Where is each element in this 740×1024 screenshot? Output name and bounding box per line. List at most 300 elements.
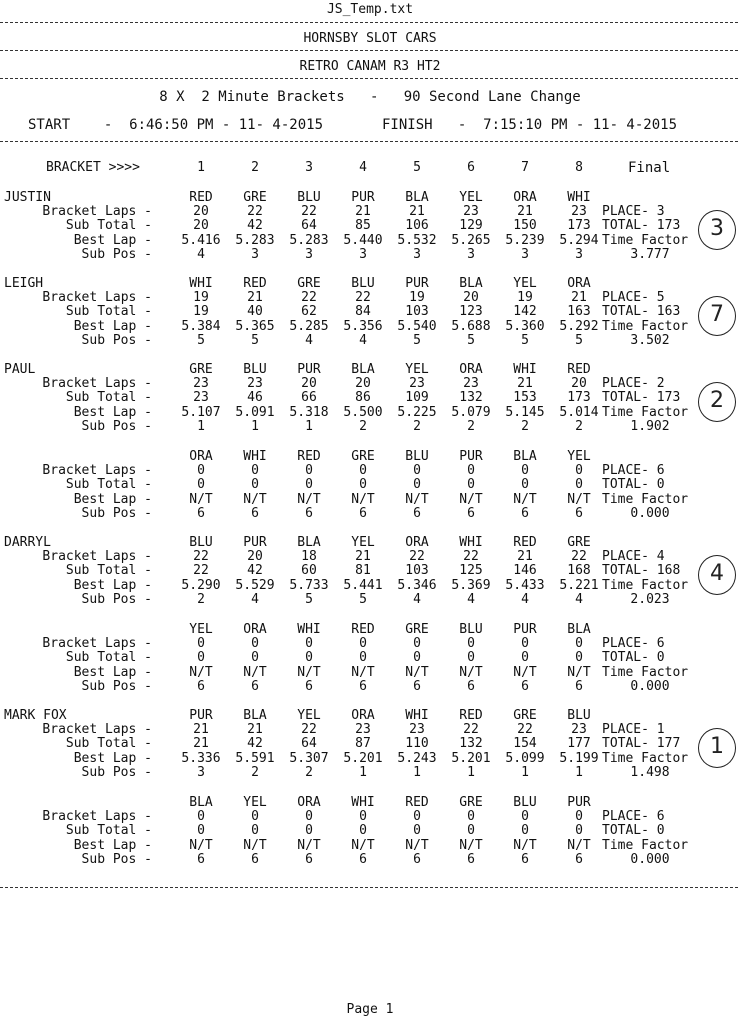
pos-value: 6: [251, 506, 259, 522]
best-value: N/T: [405, 491, 429, 507]
row-label: Best Lap -: [73, 491, 152, 507]
handwritten-place: 2: [698, 382, 736, 422]
bracket-header-label: BRACKET >>>>: [46, 160, 140, 175]
pos-value: 2: [251, 765, 259, 781]
best-value: 5.099: [505, 750, 545, 766]
best-value: 5.360: [505, 318, 545, 334]
laps-value: 21: [517, 204, 533, 219]
time-factor-label: Time Factor: [602, 577, 689, 593]
row-label: Bracket Laps -: [42, 636, 152, 651]
laps-value: 23: [355, 722, 371, 737]
racer-name: LEIGH: [4, 276, 44, 291]
bracket-number: 4: [359, 160, 367, 175]
lane-color: BLU: [459, 622, 483, 637]
laps-value: 0: [305, 809, 313, 824]
best-value: 5.265: [451, 232, 491, 248]
subtotal-value: 21: [193, 736, 209, 752]
pos-value: 6: [521, 679, 529, 695]
pos-value: 3: [251, 247, 259, 263]
subtotal-value: 0: [413, 477, 421, 493]
lane-color: PUR: [297, 362, 321, 377]
subtotal-value: 42: [247, 736, 263, 752]
best-value: N/T: [243, 664, 267, 680]
pos-value: 2: [359, 419, 367, 435]
row-label: Bracket Laps -: [42, 809, 152, 824]
laps-value: 0: [467, 636, 475, 651]
row-label: Best Lap -: [73, 837, 152, 853]
subtotal-value: 42: [247, 218, 263, 234]
divider: [0, 78, 738, 79]
best-value: 5.365: [235, 318, 275, 334]
best-value: N/T: [243, 491, 267, 507]
pos-value: 6: [467, 679, 475, 695]
laps-value: 0: [305, 636, 313, 651]
subtotal-value: 85: [355, 218, 371, 234]
row-label: Sub Total -: [65, 477, 152, 493]
pos-value: 4: [521, 592, 529, 608]
race-format: 8 X 2 Minute Brackets - 90 Second Lane Change: [159, 89, 581, 105]
best-value: 5.416: [181, 232, 221, 248]
pos-value: 3: [359, 247, 367, 263]
subtotal-value: 46: [247, 390, 263, 406]
lane-color: BLA: [297, 535, 321, 550]
pos-value: 4: [305, 333, 313, 349]
row-label: Sub Pos -: [81, 247, 152, 263]
laps-value: 22: [571, 549, 587, 564]
lane-color: BLU: [297, 190, 321, 205]
pos-value: 1: [251, 419, 259, 435]
pos-value: 1: [197, 419, 205, 435]
lane-color: RED: [351, 622, 375, 637]
best-value: 5.201: [451, 750, 491, 766]
best-value: N/T: [405, 664, 429, 680]
lane-color: GRE: [405, 622, 429, 637]
pos-value: 5: [467, 333, 475, 349]
subtotal-value: 0: [467, 823, 475, 839]
laps-value: 23: [247, 376, 263, 391]
laps-value: 19: [193, 290, 209, 305]
laps-value: 23: [571, 722, 587, 737]
lane-color: ORA: [459, 362, 483, 377]
lane-color: BLU: [189, 535, 213, 550]
handwritten-place: 7: [698, 296, 736, 336]
pos-value: 4: [467, 592, 475, 608]
subtotal-value: 19: [193, 304, 209, 320]
lane-color: WHI: [297, 622, 321, 637]
best-value: 5.336: [181, 750, 221, 766]
laps-value: 21: [571, 290, 587, 305]
divider: [0, 22, 738, 23]
lane-color: YEL: [405, 362, 429, 377]
lane-color: YEL: [351, 535, 375, 550]
lane-color: BLA: [189, 795, 213, 810]
time-factor-value: 0.000: [630, 852, 670, 868]
row-label: Sub Total -: [65, 304, 152, 320]
finish-time: FINISH - 7:15:10 PM - 11- 4-2015: [382, 117, 678, 133]
laps-value: 22: [193, 549, 209, 564]
lane-color: RED: [459, 708, 483, 723]
pos-value: 5: [575, 333, 583, 349]
best-value: 5.733: [289, 577, 329, 593]
row-label: Sub Total -: [65, 823, 152, 839]
subtotal-value: 64: [301, 218, 317, 234]
subtotal-value: 173: [567, 390, 591, 406]
lane-color: BLU: [243, 362, 267, 377]
laps-value: 0: [521, 463, 529, 478]
row-label: Sub Pos -: [81, 852, 152, 868]
laps-value: 20: [463, 290, 479, 305]
pos-value: 4: [359, 333, 367, 349]
best-value: N/T: [459, 837, 483, 853]
best-value: N/T: [243, 837, 267, 853]
lane-color: YEL: [567, 449, 591, 464]
lane-color: WHI: [459, 535, 483, 550]
pos-value: 1: [521, 765, 529, 781]
subtotal-value: 154: [513, 736, 537, 752]
best-value: 5.225: [397, 404, 437, 420]
best-value: 5.145: [505, 404, 545, 420]
subtotal-value: 103: [405, 304, 429, 320]
lane-color: ORA: [243, 622, 267, 637]
pos-value: 6: [305, 852, 313, 868]
laps-value: 0: [359, 636, 367, 651]
pos-value: 6: [575, 679, 583, 695]
subtotal-value: 142: [513, 304, 537, 320]
laps-value: 21: [247, 290, 263, 305]
subtotal-value: 0: [197, 477, 205, 493]
laps-value: 0: [305, 463, 313, 478]
laps-value: 0: [197, 636, 205, 651]
lane-color: BLA: [243, 708, 267, 723]
time-factor-label: Time Factor: [602, 404, 689, 420]
laps-value: 19: [409, 290, 425, 305]
best-value: N/T: [459, 491, 483, 507]
best-value: 5.079: [451, 404, 491, 420]
pos-value: 3: [467, 247, 475, 263]
best-value: 5.107: [181, 404, 221, 420]
lane-color: BLA: [567, 622, 591, 637]
pos-value: 3: [197, 765, 205, 781]
best-value: 5.221: [559, 577, 599, 593]
best-value: 5.239: [505, 232, 545, 248]
best-value: 5.441: [343, 577, 383, 593]
row-label: Sub Total -: [65, 563, 152, 579]
bracket-number: 1: [197, 160, 205, 175]
row-label: Best Lap -: [73, 232, 152, 248]
racer-name: PAUL: [4, 362, 36, 377]
bracket-number: 7: [521, 160, 529, 175]
subtotal-value: 87: [355, 736, 371, 752]
subtotal-value: 0: [251, 650, 259, 666]
divider: [0, 887, 738, 888]
bracket-number: 5: [413, 160, 421, 175]
laps-value: 21: [409, 204, 425, 219]
racer-name: DARRYL: [4, 535, 51, 550]
lane-color: WHI: [513, 362, 537, 377]
lane-color: WHI: [243, 449, 267, 464]
lane-color: YEL: [297, 708, 321, 723]
pos-value: 3: [521, 247, 529, 263]
time-factor-label: Time Factor: [602, 837, 689, 853]
pos-value: 6: [521, 506, 529, 522]
pos-value: 6: [359, 506, 367, 522]
subtotal-value: 0: [413, 823, 421, 839]
subtotal-value: 129: [459, 218, 483, 234]
best-value: N/T: [513, 837, 537, 853]
pos-value: 5: [521, 333, 529, 349]
laps-value: 23: [571, 204, 587, 219]
row-label: Sub Pos -: [81, 765, 152, 781]
laps-value: 0: [467, 809, 475, 824]
best-value: N/T: [351, 664, 375, 680]
handwritten-place: 4: [698, 555, 736, 595]
time-factor-value: 1.902: [630, 419, 670, 435]
place: PLACE- 3: [602, 204, 665, 219]
laps-value: 0: [251, 809, 259, 824]
best-value: N/T: [567, 491, 591, 507]
best-value: N/T: [351, 491, 375, 507]
lane-color: WHI: [567, 190, 591, 205]
laps-value: 19: [517, 290, 533, 305]
laps-value: 18: [301, 549, 317, 564]
laps-value: 22: [409, 549, 425, 564]
best-value: 5.500: [343, 404, 383, 420]
row-label: Best Lap -: [73, 577, 152, 593]
club-name: HORNSBY SLOT CARS: [303, 31, 437, 46]
pos-value: 6: [413, 852, 421, 868]
time-factor-value: 3.777: [630, 247, 670, 263]
subtotal-value: 110: [405, 736, 429, 752]
subtotal-value: 0: [467, 477, 475, 493]
laps-value: 20: [301, 376, 317, 391]
laps-value: 0: [467, 463, 475, 478]
best-value: 5.307: [289, 750, 329, 766]
lane-color: BLA: [459, 276, 483, 291]
subtotal-value: 125: [459, 563, 483, 579]
lane-color: RED: [297, 449, 321, 464]
subtotal-value: 0: [251, 477, 259, 493]
lane-color: GRE: [243, 190, 267, 205]
subtotal-value: 123: [459, 304, 483, 320]
pos-value: 6: [197, 506, 205, 522]
start-time: START - 6:46:50 PM - 11- 4-2015: [28, 117, 324, 133]
best-value: N/T: [459, 664, 483, 680]
racer-name: JUSTIN: [4, 190, 51, 205]
time-factor-value: 0.000: [630, 506, 670, 522]
subtotal-value: 177: [567, 736, 591, 752]
subtotal-value: 0: [521, 477, 529, 493]
place: PLACE- 5: [602, 290, 665, 305]
bracket-number: 6: [467, 160, 475, 175]
row-label: Bracket Laps -: [42, 463, 152, 478]
pos-value: 1: [467, 765, 475, 781]
lane-color: BLA: [351, 362, 375, 377]
row-label: Sub Pos -: [81, 333, 152, 349]
laps-value: 0: [197, 463, 205, 478]
best-value: 5.440: [343, 232, 383, 248]
best-value: N/T: [297, 837, 321, 853]
subtotal-value: 22: [193, 563, 209, 579]
best-value: N/T: [405, 837, 429, 853]
time-factor-label: Time Factor: [602, 750, 689, 766]
time-factor-value: 2.023: [630, 592, 670, 608]
subtotal-value: 173: [567, 218, 591, 234]
lane-color: YEL: [459, 190, 483, 205]
lane-color: PUR: [351, 190, 375, 205]
pos-value: 5: [359, 592, 367, 608]
pos-value: 3: [413, 247, 421, 263]
best-value: N/T: [189, 664, 213, 680]
pos-value: 1: [305, 419, 313, 435]
lane-color: GRE: [513, 708, 537, 723]
laps-value: 22: [247, 204, 263, 219]
laps-value: 0: [251, 636, 259, 651]
laps-value: 23: [463, 204, 479, 219]
pos-value: 6: [197, 852, 205, 868]
pos-value: 5: [197, 333, 205, 349]
total: TOTAL- 0: [602, 477, 665, 493]
subtotal-value: 0: [467, 650, 475, 666]
pos-value: 6: [305, 679, 313, 695]
subtotal-value: 150: [513, 218, 537, 234]
best-value: 5.591: [235, 750, 275, 766]
subtotal-value: 64: [301, 736, 317, 752]
subtotal-value: 163: [567, 304, 591, 320]
pos-value: 1: [359, 765, 367, 781]
subtotal-value: 0: [413, 650, 421, 666]
laps-value: 22: [301, 722, 317, 737]
row-label: Bracket Laps -: [42, 204, 152, 219]
file-title: JS_Temp.txt: [326, 2, 414, 17]
row-label: Best Lap -: [73, 404, 152, 420]
bracket-number: 8: [575, 160, 583, 175]
subtotal-value: 106: [405, 218, 429, 234]
event-name: RETRO CANAM R3 HT2: [299, 59, 441, 74]
pos-value: 6: [251, 679, 259, 695]
bracket-number: 3: [305, 160, 313, 175]
subtotal-value: 0: [359, 650, 367, 666]
laps-value: 20: [355, 376, 371, 391]
pos-value: 4: [251, 592, 259, 608]
pos-value: 6: [251, 852, 259, 868]
subtotal-value: 153: [513, 390, 537, 406]
pos-value: 6: [467, 852, 475, 868]
time-factor-label: Time Factor: [602, 491, 689, 507]
total: TOTAL- 173: [602, 390, 681, 406]
best-value: 5.532: [397, 232, 437, 248]
pos-value: 1: [575, 765, 583, 781]
subtotal-value: 84: [355, 304, 371, 320]
page-number: Page 1: [346, 1002, 394, 1017]
laps-value: 23: [193, 376, 209, 391]
laps-value: 22: [463, 549, 479, 564]
best-value: 5.201: [343, 750, 383, 766]
pos-value: 3: [305, 247, 313, 263]
row-label: Sub Total -: [65, 390, 152, 406]
best-value: N/T: [189, 837, 213, 853]
lane-color: PUR: [405, 276, 429, 291]
pos-value: 6: [305, 506, 313, 522]
lane-color: GRE: [297, 276, 321, 291]
bracket-number: 2: [251, 160, 259, 175]
pos-value: 2: [575, 419, 583, 435]
pos-value: 2: [413, 419, 421, 435]
laps-value: 23: [409, 376, 425, 391]
row-label: Sub Total -: [65, 650, 152, 666]
pos-value: 1: [413, 765, 421, 781]
best-value: 5.540: [397, 318, 437, 334]
pos-value: 6: [413, 679, 421, 695]
row-label: Bracket Laps -: [42, 376, 152, 391]
time-factor-value: 3.502: [630, 333, 670, 349]
subtotal-value: 0: [521, 823, 529, 839]
best-value: 5.688: [451, 318, 491, 334]
lane-color: GRE: [459, 795, 483, 810]
row-label: Bracket Laps -: [42, 290, 152, 305]
subtotal-value: 42: [247, 563, 263, 579]
lane-color: RED: [189, 190, 213, 205]
place: PLACE- 2: [602, 376, 665, 391]
lane-color: BLU: [567, 708, 591, 723]
best-value: 5.091: [235, 404, 275, 420]
laps-value: 21: [193, 722, 209, 737]
laps-value: 0: [359, 809, 367, 824]
lane-color: PUR: [189, 708, 213, 723]
best-value: 5.529: [235, 577, 275, 593]
lane-color: ORA: [513, 190, 537, 205]
place: PLACE- 6: [602, 636, 665, 651]
total: TOTAL- 163: [602, 304, 681, 320]
lane-color: GRE: [567, 535, 591, 550]
pos-value: 2: [521, 419, 529, 435]
row-label: Sub Total -: [65, 218, 152, 234]
racer-name: MARK FOX: [4, 708, 67, 723]
row-label: Sub Pos -: [81, 506, 152, 522]
pos-value: 5: [413, 333, 421, 349]
subtotal-value: 0: [197, 650, 205, 666]
laps-value: 23: [463, 376, 479, 391]
subtotal-value: 109: [405, 390, 429, 406]
subtotal-value: 168: [567, 563, 591, 579]
best-value: 5.356: [343, 318, 383, 334]
row-label: Sub Pos -: [81, 592, 152, 608]
lane-color: YEL: [243, 795, 267, 810]
pos-value: 3: [575, 247, 583, 263]
pos-value: 4: [413, 592, 421, 608]
lane-color: RED: [405, 795, 429, 810]
laps-value: 22: [463, 722, 479, 737]
pos-value: 6: [575, 852, 583, 868]
subtotal-value: 60: [301, 563, 317, 579]
time-factor-label: Time Factor: [602, 664, 689, 680]
divider: [0, 50, 738, 51]
pos-value: 6: [413, 506, 421, 522]
subtotal-value: 146: [513, 563, 537, 579]
laps-value: 0: [413, 636, 421, 651]
subtotal-value: 66: [301, 390, 317, 406]
best-value: 5.433: [505, 577, 545, 593]
lane-color: YEL: [189, 622, 213, 637]
subtotal-value: 0: [305, 823, 313, 839]
time-factor-label: Time Factor: [602, 318, 689, 334]
laps-value: 21: [247, 722, 263, 737]
laps-value: 22: [301, 290, 317, 305]
row-label: Best Lap -: [73, 750, 152, 766]
best-value: N/T: [297, 491, 321, 507]
pos-value: 4: [575, 592, 583, 608]
subtotal-value: 81: [355, 563, 371, 579]
place: PLACE- 6: [602, 809, 665, 824]
